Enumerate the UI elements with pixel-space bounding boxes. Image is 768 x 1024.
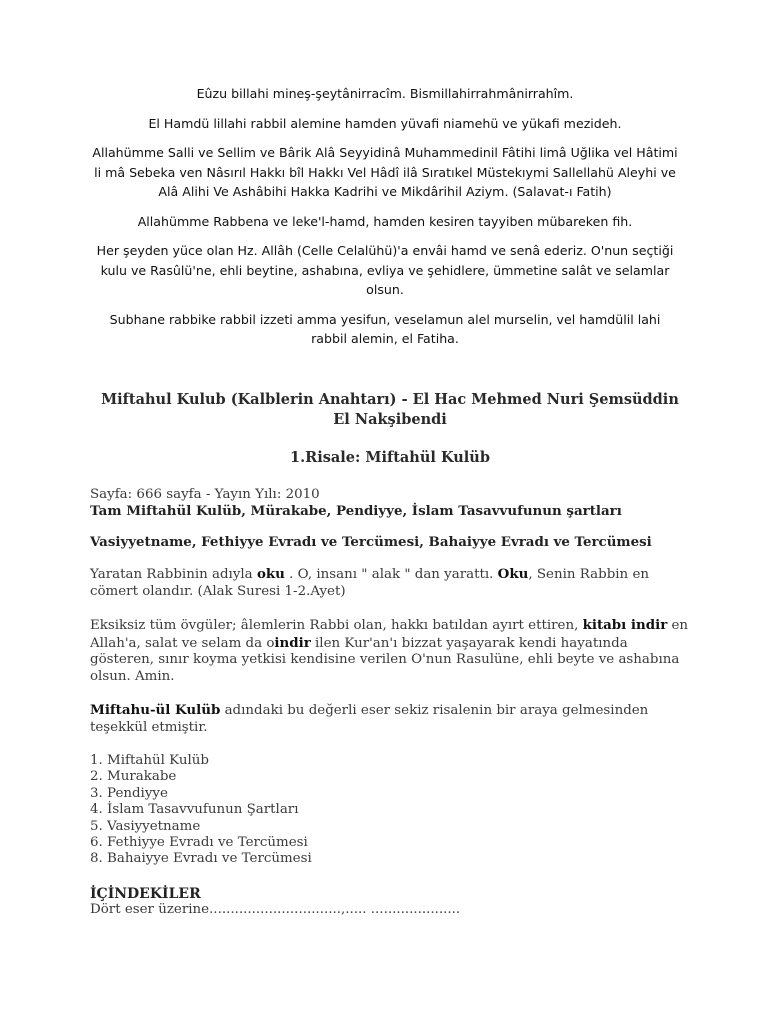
text: ilen Kur'an'ı bizzat yaşayarak kendi hayatında gösteren, sınır koyma yetkisi kendisine verilen O'nun Rasulüne, ehli beyte ve ashabına olsun. Amin. [90, 635, 680, 684]
description-paragraph [90, 702, 690, 736]
intro-paragraph-1: Eûzu billahi mineş-şeytânirracîm. Bismillahirrahmânirrahîm. [196, 86, 574, 101]
text: , Senin Rabbin en cömert olandır. (Alak Suresi 1-2.Ayet) [90, 567, 649, 599]
list-item: 2. Murakabe [90, 769, 177, 785]
works-line-2: Vasiyyetname, Fethiyye Evradı ve Tercümesi, Bahaiyye Evradı ve Tercümesi [90, 533, 652, 550]
emphasis: Oku [497, 566, 529, 582]
works-line-1: Tam Miftahül Kulüb, Mürakabe, Pendiyye, İslam Tasavvufunun şartları [90, 503, 622, 519]
opening-prayers [90, 84, 680, 359]
intro-paragraph-6: Subhane rabbike rabbil izzeti amma yesifun, veselamun alel murselin, vel hamdülil lahi rabbil alemin, el Fatiha. [109, 311, 661, 346]
list-item: 1. Miftahül Kulüb [90, 753, 209, 768]
list-item: 8. Bahaiyye Evradı ve Tercümesi [90, 851, 312, 867]
toc-heading: İÇİNDEKİLER [90, 885, 201, 902]
emphasis: oku [256, 566, 285, 582]
text: Eksiksiz tüm övgüler; âlemlerin Rabbi olan, hakkı batıldan ayırt ettiren, [90, 618, 583, 633]
book-title: Miftahul Kulub (Kalblerin Anahtarı) - El Hac Mehmed Nuri Şemsüddin El Nakşibendi [101, 391, 679, 428]
text: en Allah'a, salat ve selam da o [90, 618, 689, 651]
intro-paragraph-5: Her şeyden yüce olan Hz. Allâh (Celle Celalühü)'a envâi hamd ve senâ ederiz. O'nun seçtiği kulu ve Rasûlü'ne, ehli beytine, ashabına, evliya ve şehidlere, ümmetine salât ve selamlar olsun. [96, 243, 674, 297]
list-item: 3. Pendiyye [90, 785, 168, 801]
intro-paragraph-2: El Hamdü lillahi rabbil alemine hamden yüvafi niamehü ve yükafi mezideh. [148, 115, 622, 131]
book-section [90, 390, 690, 919]
intro-paragraph-3: Allahümme Salli ve Sellim ve Bârik Alâ Seyyidinâ Muhammedinil Fâtihi limâ Uğlika vel Hâtimi li mâ Sebeka ven Nâsırıl Hakkı bîl Hakkı Vel Hâdî ilâ Sıratıkel Müstekıymi Sallellahü Aleyhi ve Alâ Alihi Ve Ashâbihi Hakka Kadrihi ve Mikdârihil Aziym. (Salavat-ı Fatih) [92, 145, 678, 199]
emphasis: kitabı indir [582, 617, 668, 633]
risale-list [90, 753, 690, 868]
book-meta: Sayfa: 666 sayfa - Yayın Yılı: 2010 [90, 486, 320, 502]
text: . O, insanı " alak " dan yarattı. [284, 567, 498, 582]
risale-heading: 1.Risale: Miftahül Kulüb [290, 449, 490, 466]
text: adındaki bu değerli eser sekiz risalenin bir araya gelmesinden teşekkül etmiştir. [90, 703, 649, 735]
list-item: 6. Fethiyye Evradı ve Tercümesi [90, 835, 308, 851]
emphasis: Miftahu-ül Kulüb [90, 702, 221, 718]
emphasis: indir [274, 634, 311, 651]
toc-entry: Dört eser üzerine...............................,..... ..................... [90, 902, 461, 918]
praise-paragraph [90, 617, 690, 685]
text: Yaratan Rabbinin adıyla [90, 567, 257, 582]
quran-verse-paragraph [90, 566, 690, 600]
list-item: 4. İslam Tasavvufunun Şartları [90, 802, 299, 818]
intro-paragraph-4: Allahümme Rabbena ve leke'l-hamd, hamden kesiren tayyiben mübareken fih. [137, 213, 633, 229]
list-item: 5. Vasiyyetname [90, 818, 201, 834]
